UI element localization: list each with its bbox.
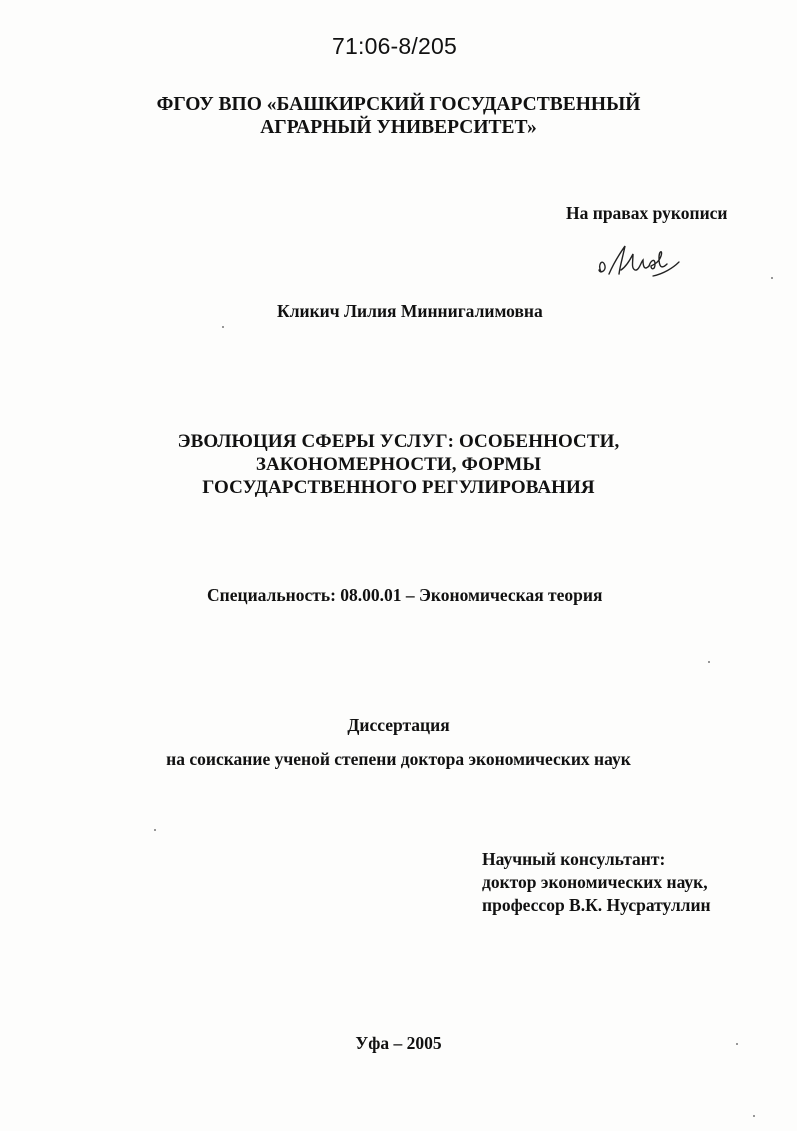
handwritten-signature-icon — [593, 240, 683, 285]
city-year: Уфа – 2005 — [355, 1033, 442, 1053]
institution-name — [0, 93, 797, 139]
consultant-line-1: Научный консультант: — [482, 849, 666, 869]
scan-speck — [736, 1043, 738, 1045]
scan-speck — [753, 1115, 755, 1117]
consultant-line-2: доктор экономических наук, — [482, 872, 708, 892]
institution-line-2: АГРАРНЫЙ УНИВЕРСИТЕТ» — [260, 117, 537, 138]
institution-line-1: ФГОУ ВПО «БАШКИРСКИЙ ГОСУДАРСТВЕННЫЙ — [156, 94, 641, 115]
specialty: Специальность: 08.00.01 – Экономическая теория — [207, 585, 603, 605]
manuscript-rights-note: На правах рукописи — [566, 203, 728, 223]
scan-speck — [771, 277, 773, 279]
scan-speck — [222, 326, 224, 328]
consultant-line-3: профессор В.К. Нусратуллин — [482, 895, 711, 915]
scientific-consultant — [482, 848, 711, 917]
author-name: Кликич Лилия Миннигалимовна — [277, 301, 543, 321]
degree-sought: на соискание ученой степени доктора экономических наук — [166, 749, 631, 769]
title-line-2: ЗАКОНОМЕРНОСТИ, ФОРМЫ — [255, 454, 542, 475]
document-type: Диссертация — [347, 715, 450, 735]
scan-speck — [154, 829, 156, 831]
dissertation-title — [0, 430, 797, 499]
title-line-3: ГОСУДАРСТВЕННОГО РЕГУЛИРОВАНИЯ — [202, 477, 595, 498]
scan-speck — [708, 661, 710, 663]
archive-code: 71:06-8/205 — [332, 33, 457, 59]
title-line-1: ЭВОЛЮЦИЯ СФЕРЫ УСЛУГ: ОСОБЕННОСТИ, — [177, 431, 620, 452]
